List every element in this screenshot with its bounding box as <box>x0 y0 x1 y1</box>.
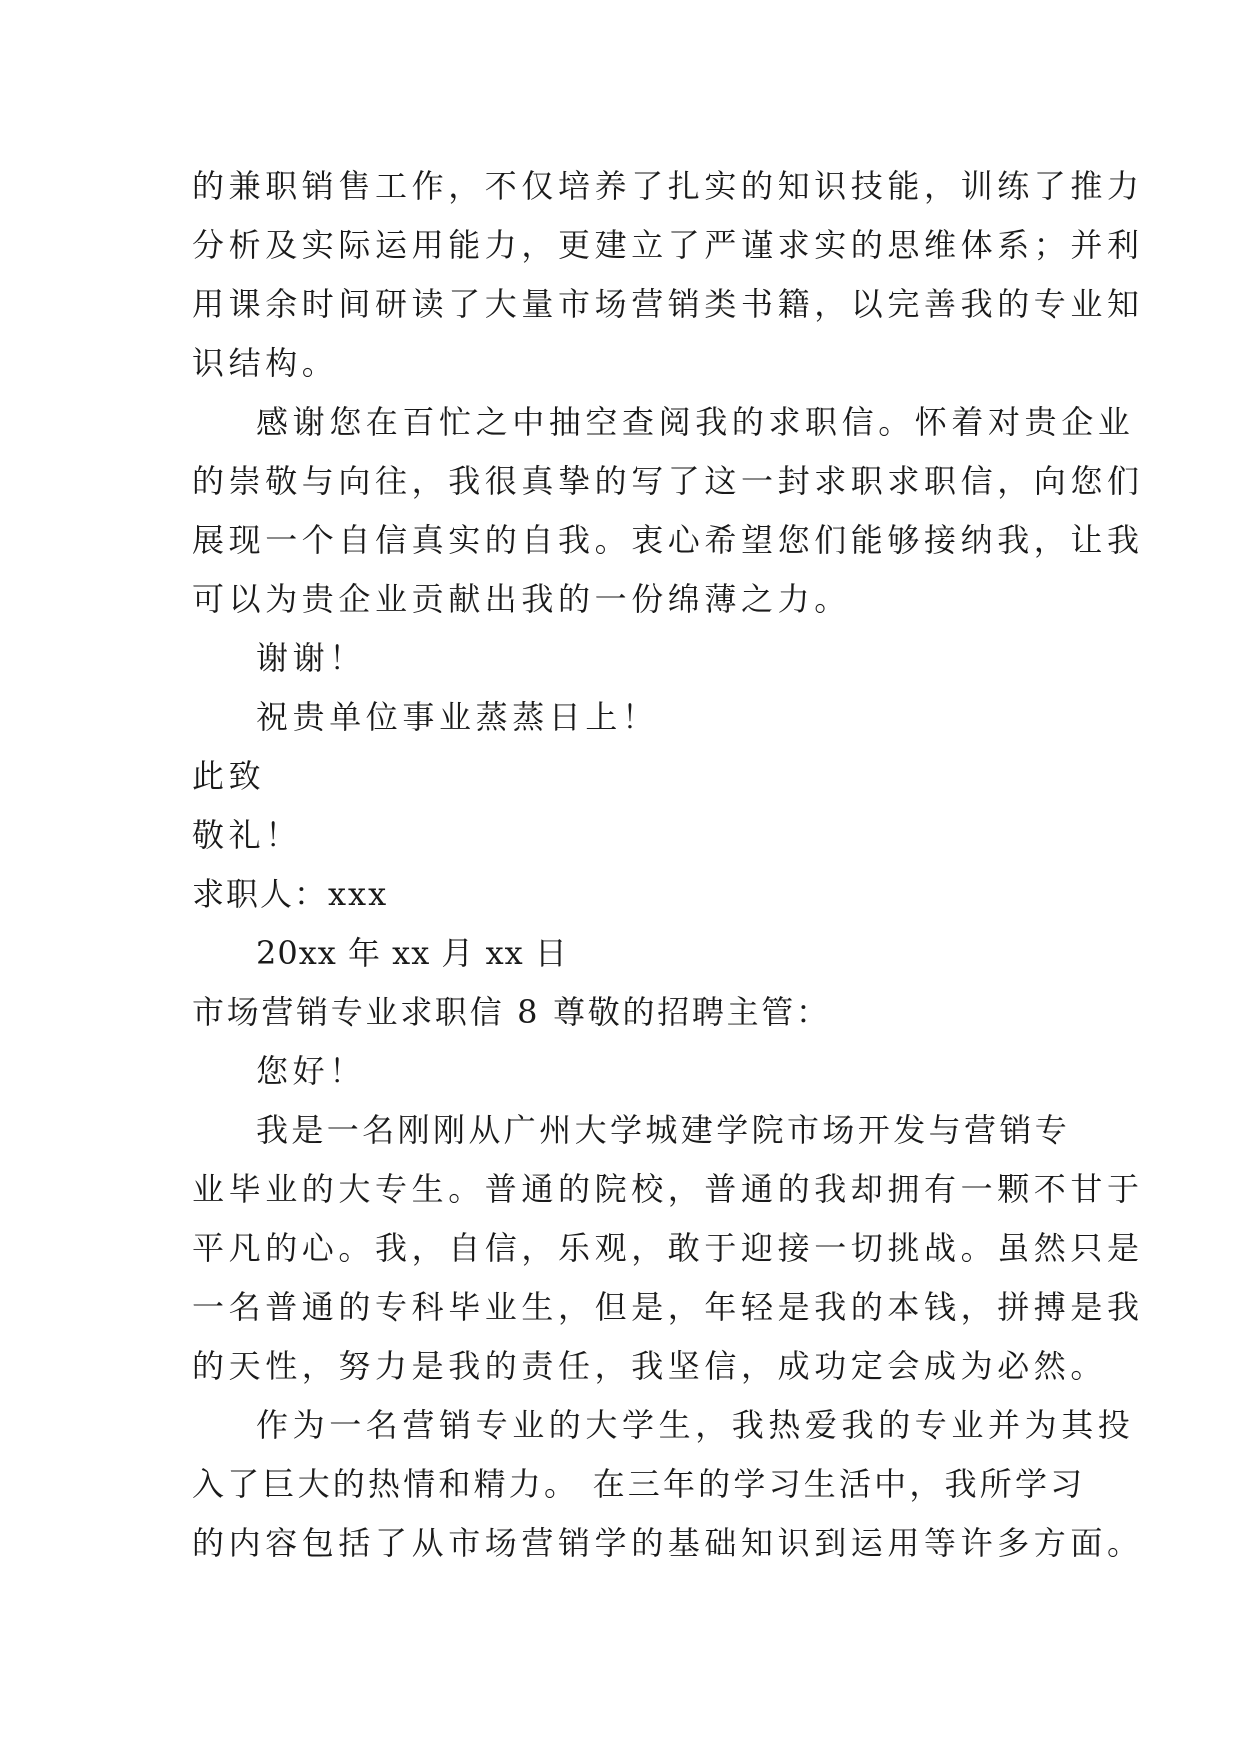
text-line: 可以为贵企业贡献出我的一份绵薄之力。 <box>192 580 851 618</box>
salute-line: 敬礼！ <box>192 816 302 854</box>
text-line: 一名普通的专科毕业生，但是，年轻是我的本钱，拼搏是我 <box>192 1288 1144 1326</box>
text-line: 的天性，努力是我的责任，我坚信，成功定会成为必然。 <box>192 1347 1108 1385</box>
closing-line: 此致 <box>192 757 266 795</box>
text-line: 的崇敬与向往，我很真挚的写了这一封求职求职信，向您们 <box>192 462 1144 500</box>
paragraph-start: 作为一名营销专业的大学生，我热爱我的专业并为其投 <box>256 1406 1135 1444</box>
text-line: 平凡的心。我，自信，乐观，敢于迎接一切挑战。虽然只是 <box>192 1229 1144 1267</box>
text-line: 展现一个自信真实的自我。衷心希望您们能够接纳我，让我 <box>192 521 1144 559</box>
paragraph-start: 我是一名刚刚从广州大学城建学院市场开发与营销专 <box>256 1111 1071 1149</box>
text-line: 的兼职销售工作，不仅培养了扎实的知识技能，训练了推力 <box>192 167 1144 205</box>
thanks-line: 谢谢！ <box>256 639 366 677</box>
date-line: 20xx 年 xx 月 xx 日 <box>256 934 568 972</box>
text-line: 识结构。 <box>192 344 339 382</box>
text-line: 的内容包括了从市场营销学的基础知识到运用等许多方面。 <box>192 1524 1144 1562</box>
text-line: 入了巨大的热情和精力。 在三年的学习生活中，我所学习 <box>192 1465 1086 1503</box>
text-line: 业毕业的大专生。普通的院校，普通的我却拥有一颗不甘于 <box>192 1170 1144 1208</box>
text-line: 用课余时间研读了大量市场营销类书籍，以完善我的专业知 <box>192 285 1144 323</box>
paragraph-start: 感谢您在百忙之中抽空查阅我的求职信。怀着对贵企业 <box>256 403 1135 441</box>
letter-heading: 市场营销专业求职信 8 尊敬的招聘主管： <box>192 993 831 1031</box>
applicant-line: 求职人：xxx <box>192 875 389 913</box>
greeting-line: 您好！ <box>256 1052 366 1090</box>
wish-line: 祝贵单位事业蒸蒸日上！ <box>256 698 659 736</box>
text-line: 分析及实际运用能力，更建立了严谨求实的思维体系；并利 <box>192 226 1144 264</box>
